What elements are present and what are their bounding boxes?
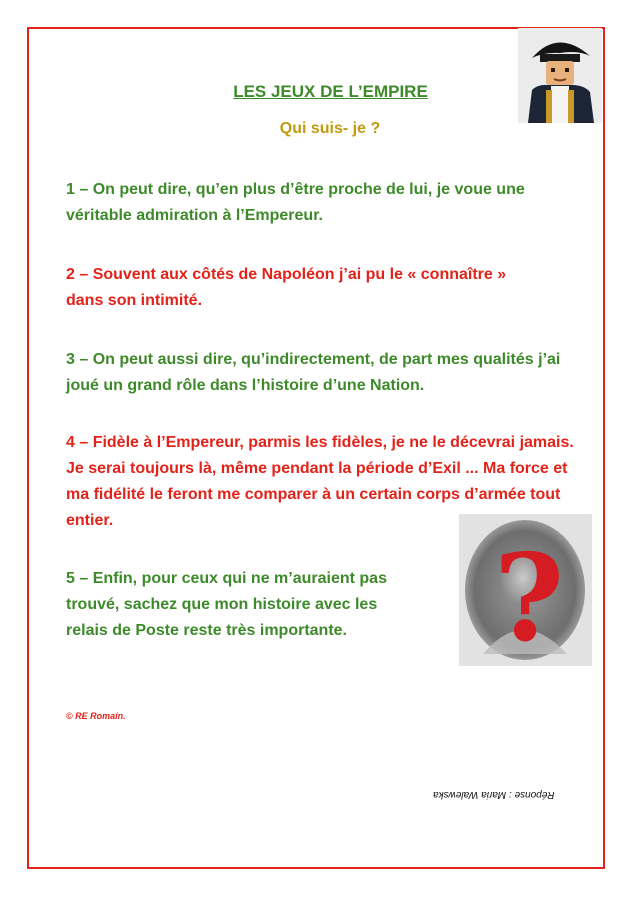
answer-upside-down: Réponse : Maria Walewska [433,789,555,800]
clue-1: 1 – On peut dire, qu’en plus d’être proche de lui, je voue une véritable admiration à l’Empereur. [66,181,525,224]
clue-5: 5 – Enfin, pour ceux qui ne m’auraient pas trouvé, sachez que mon histoire avec les relais de Poste reste très importante. [66,570,387,639]
question-mark-icon: ? [493,528,565,666]
clue-4: 4 – Fidèle à l’Empereur, parmis les fidèles, je ne le décevrai jamais. Je serai toujours là, même pendant la période d’Exil ... Ma force et ma fidélité le feront me comparer à un certain corps d’armée tout entier. [66,434,574,529]
page-title: LES JEUX DE L’EMPIRE [233,82,428,101]
page-subtitle: Qui suis- je ? [279,120,381,137]
mystery-portrait-image [459,514,592,666]
clue-2: 2 – Souvent aux côtés de Napoléon j’ai pu le « connaître » dans son intimité. [66,266,507,309]
copyright-note: © RE Romain. [66,711,126,721]
napoleon-figurine-image [518,28,602,123]
clue-3: 3 – On peut aussi dire, qu’indirectement, de part mes qualités j’ai joué un grand rôle dans l’histoire d’une Nation. [66,351,561,394]
